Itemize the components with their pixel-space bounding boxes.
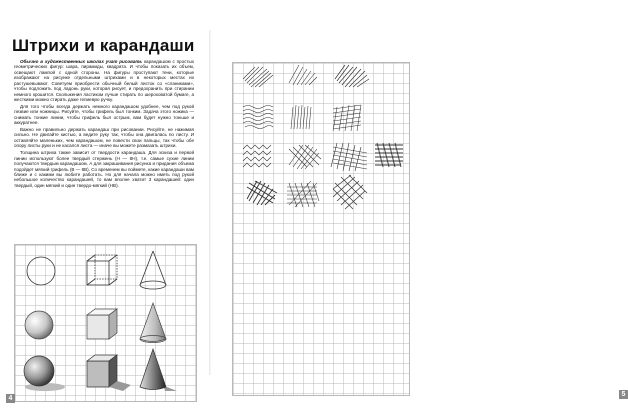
- hatch-sample-diamond-cross: [333, 175, 367, 209]
- paragraph-4: Толщина штриха также зависит от твердости карандаша. Для эскиза и первой линии используют более твердый стержень (H — 8H), т.е. самые сухие линии получаются твердым карандашом. А для закрашивания рисунка и придания объема подойдет мягкий грифель (В — 8В). Со временем вы поймете, какие карандаши вам ближе и с какими вы любите работать. Но для начала можно иметь под рукой небольшое количество карандашей, то вам вполне хватит 3 карандашей: один твердый, один мягкий и один твердо-мягкий (HB).: [14, 150, 194, 188]
- hatch-sample-dark-cross: [375, 143, 403, 167]
- cube-dark-shading: [87, 355, 131, 391]
- hatching-grid: [232, 62, 410, 396]
- hatch-sample-woven: [331, 143, 367, 171]
- body-text: [14, 59, 194, 190]
- left-page: [4, 36, 200, 402]
- cube-wireframe: [87, 255, 117, 285]
- geometric-shapes-drawing: [15, 245, 196, 401]
- page-number: 4: [6, 394, 15, 403]
- cone-dark-shading: [140, 349, 177, 391]
- paragraph-1-text: карандашом с простых геометрических фигур: шара, пирамиды, квадрата. И чтобы показать их объем, освещают лампой с одной стороны. На фигуры проступают тени, которые изображают на рисунке отдельными штрихами и в некоторых местах их растушевывают. Советуем приобрести обычный белый листок со «сланиками», чтобы подложить под ладонь руки, которая рисует, и предохранить при стирании немного крошится. Скольжения ластиком лучше стирать по шероховатой бумаге, а жесткими можно стирать даже гелиевую ручку.: [14, 59, 194, 103]
- paragraph-1: [14, 59, 194, 103]
- cone-wireframe: [140, 251, 166, 289]
- hatch-sample-zigzag: [243, 145, 271, 167]
- hatch-sample-wavy: [243, 106, 273, 129]
- right-page: [226, 36, 626, 398]
- hatch-sample-cross-diagonal: [289, 145, 321, 169]
- cube-light-shading: [87, 309, 117, 339]
- hatch-sample-loose-diagonal: [289, 65, 317, 85]
- hatch-sample-mesh: [333, 105, 361, 131]
- hatch-sample-blotch-dark: [247, 181, 277, 205]
- page-title: Штрихи и карандаши: [12, 36, 195, 55]
- hatch-sample-fine-diagonal: [243, 67, 273, 87]
- book-spine: [209, 30, 211, 375]
- sphere-dark-shading: [24, 356, 65, 391]
- sphere-light-shading: [25, 311, 53, 339]
- circle-outline: [27, 257, 55, 285]
- paragraph-3: Важно не правильно держать карандаш при рисовании. Рисуйте, не нажимая сильно. Не двигайте кистью, а ведите руку так, чтобы она двигалась по листу. И оставляйте маленьких, чем карандашом, не повести свои пальцы, так чтобы обе опору листы руки и не касался листа — иначе вы можете размазать штрихи.: [14, 127, 194, 149]
- hatch-sample-dense-diagonal: [335, 65, 369, 87]
- hatch-sample-vertical-strokes: [291, 105, 311, 129]
- paragraph-2: Для того чтобы всегда держать немного карандашом удобнее, чем под рукой лезвие или ножницы. Рисуйте, чтобы грифель был тонким. Задача этого ножика — снимать тонкие линии, чтобы грифель был острым, вам будет нужно тоньше и аккуратнее.: [14, 103, 194, 126]
- hatching-samples: [233, 63, 409, 395]
- page-number: 5: [619, 390, 628, 399]
- cone-light-shading: [140, 303, 166, 343]
- shapes-grid: [14, 244, 197, 402]
- hatch-sample-crosshatch: [287, 181, 319, 207]
- lead-phrase: Обычно в художественных школах учат рисовать: [20, 59, 143, 64]
